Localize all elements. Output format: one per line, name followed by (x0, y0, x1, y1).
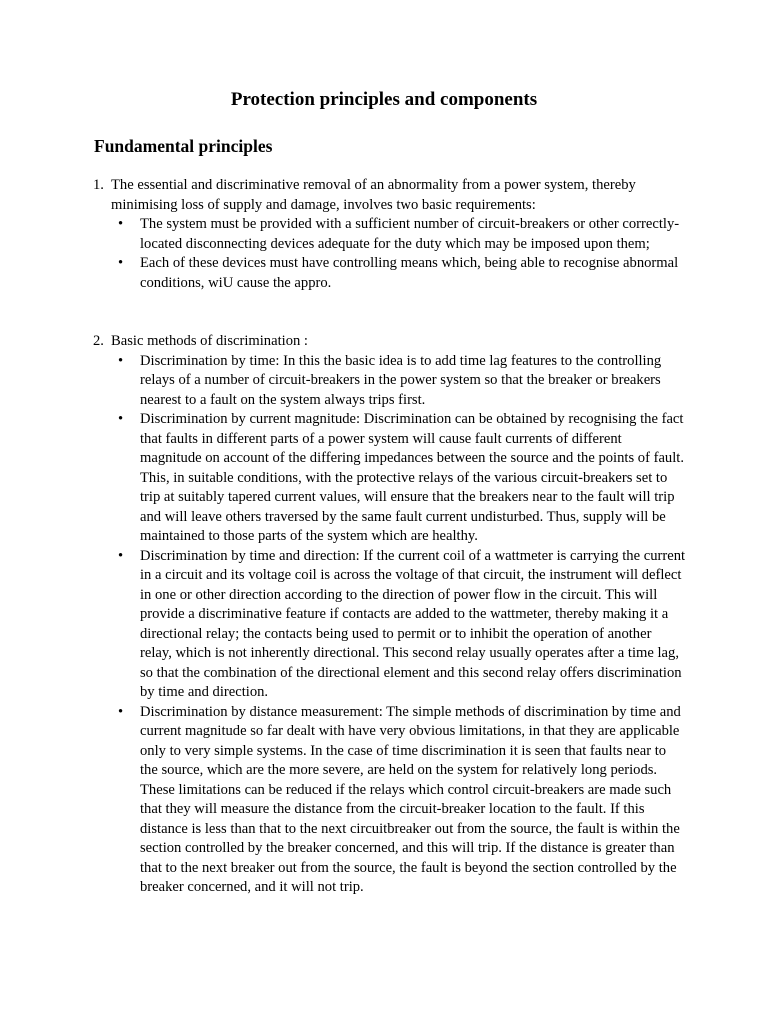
bullet-list (118, 352, 686, 898)
section-heading: Fundamental principles (94, 136, 273, 156)
item-number: 2. (93, 333, 104, 349)
numbered-item-1 (93, 176, 693, 293)
bullet-item: • Discrimination by distance measurement: The simple methods of discrimination by time and current magnitude so far dealt with have very obvious limitations, in that they are applicable only to very simple systems. In the case of time discrimination it is seen that faults near to the source, which are the more severe, are held on the system for relatively long periods. These limitations can be reduced if the relays which control circuit-breakers are made such that they will measure the distance from the circuit-breaker location to the fault. If this distance is less than that to the next circuitbreaker out from the source, the fault is within the section controlled by the breaker concerned, and this will trip. If the distance is greater than that to the next breaker out from the source, the fault is beyond the section controlled by the breaker concerned, and it will not trip. (118, 703, 686, 898)
bullet-item: • Each of these devices must have controlling means which, being able to recognise abnormal conditions, wiU cause the appro. (118, 254, 686, 293)
numbered-item-2 (93, 332, 693, 898)
item-text: The essential and discriminative removal of an abnormality from a power system, thereby minimising loss of supply and damage, involves two basic requirements: (111, 177, 636, 213)
bullet-item: • Discrimination by time: In this the basic idea is to add time lag features to the controlling relays of a number of circuit-breakers in the power system so that the breaker or breakers nearest to a fault on the system always trips first. (118, 352, 686, 411)
item-number: 1. (93, 177, 104, 193)
bullet-item: • The system must be provided with a sufficient number of circuit-breakers or other correctly-located disconnecting devices adequate for the duty which may be imposed upon them; (118, 215, 686, 254)
bullet-item: • Discrimination by time and direction: If the current coil of a wattmeter is carrying the current in a circuit and its voltage coil is across the voltage of that circuit, the instrument will deflect in one or other direction according to the direction of power flow in the circuit. This will provide a discriminative feature if contacts are added to the wattmeter, thereby making it a directional relay; the contacts being used to permit or to inhibit the operation of another relay, which is not inherently directional. This second relay usually operates after a time lag, so that the combination of the directional element and this second relay offers discrimination by time and direction. (118, 547, 686, 703)
document-title: Protection principles and components (230, 89, 538, 110)
item-text: Basic methods of discrimination : (111, 333, 308, 349)
bullet-list (118, 215, 686, 293)
bullet-item: • Discrimination by current magnitude: Discrimination can be obtained by recognising the fact that faults in different parts of a power system will cause fault currents of different magnitude on account of the differing impedances between the source and the points of fault. This, in suitable conditions, with the protective relays of the various circuit-breakers set to trip at suitably tapered current values, will ensure that the breakers near to the fault will trip and will leave others traversed by the same fault current undisturbed. Thus, supply will be maintained to those parts of the system which are healthy. (118, 410, 686, 547)
